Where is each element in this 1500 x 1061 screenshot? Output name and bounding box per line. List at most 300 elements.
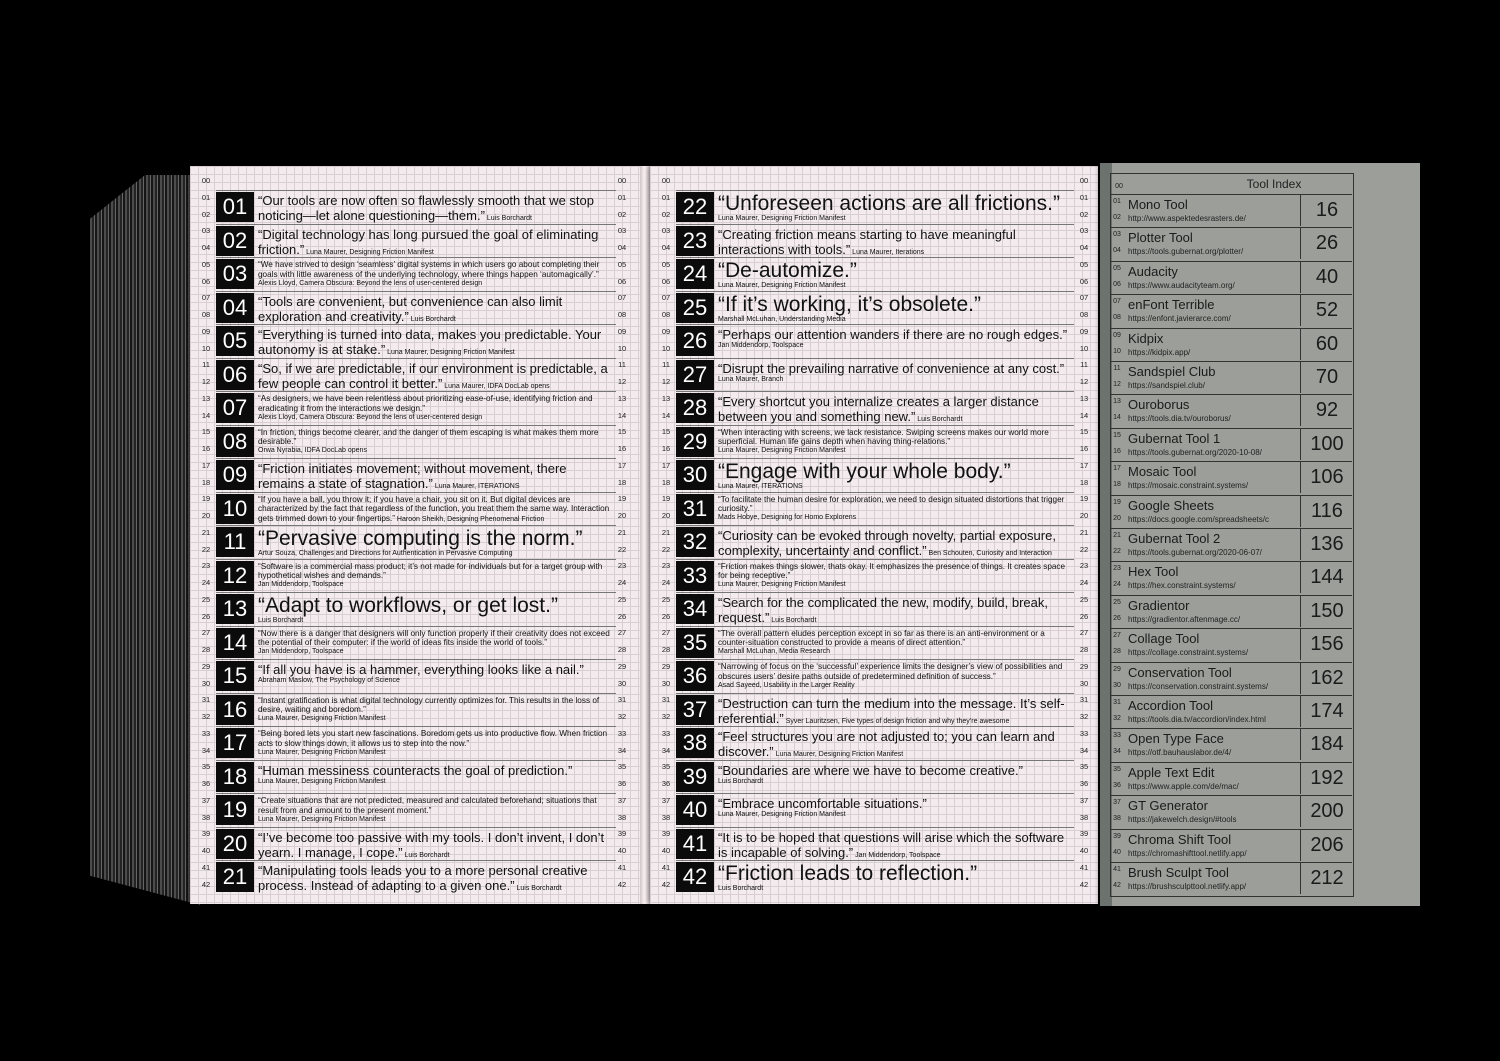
- tool-page-number: 206: [1300, 830, 1353, 861]
- quote-body: “It is to be hoped that questions will arise which the software is incapable of solving.”: [718, 829, 1065, 860]
- line-number: 42: [617, 879, 627, 889]
- line-number: 19: [1113, 498, 1121, 506]
- quote-source: Abraham Maslow, The Psychology of Science: [258, 677, 400, 685]
- quote-entry: [676, 860, 1074, 893]
- quote-entry: [676, 224, 1074, 257]
- quote-body: “Manipulating tools leads you to a more personal creative process. Instead of adapting to a given one.”: [258, 863, 588, 894]
- tool-name: Ouroborus: [1128, 397, 1190, 413]
- line-number: 25: [661, 594, 671, 604]
- line-number: 19: [661, 494, 671, 504]
- line-number: 40: [1113, 848, 1121, 856]
- entry-number: 19: [216, 795, 254, 825]
- quote-entry: [676, 760, 1074, 793]
- quote-text: [258, 629, 612, 656]
- quote-entry: [216, 224, 616, 257]
- line-number: 35: [617, 762, 627, 772]
- tool-index-row: [1110, 261, 1352, 294]
- line-number: 10: [1079, 343, 1089, 353]
- entry-number: 04: [216, 293, 254, 323]
- tool-page-number: 192: [1300, 763, 1353, 794]
- entry-number: 09: [216, 460, 254, 490]
- line-number: 42: [1079, 879, 1089, 889]
- quote-entry: [676, 626, 1074, 659]
- quote-source: Luna Maurer, Designing Friction Manifest: [258, 715, 386, 723]
- line-number: 24: [661, 578, 671, 587]
- quote-source: Marshall McLuhan, Media Research: [718, 648, 831, 656]
- tool-index-row: [1110, 829, 1352, 862]
- line-number: 26: [661, 611, 671, 621]
- line-number: 26: [1113, 614, 1121, 622]
- quote-text: [258, 428, 612, 455]
- entry-number: 15: [216, 661, 254, 691]
- entry-number: 01: [216, 192, 254, 222]
- quote-text: [718, 227, 1070, 258]
- tool-name: Mosaic Tool: [1128, 464, 1197, 480]
- line-number: 23: [661, 561, 671, 571]
- line-number: 17: [617, 460, 627, 470]
- line-number: 18: [201, 477, 211, 487]
- line-number: 33: [617, 728, 627, 738]
- line-number: 34: [661, 745, 671, 755]
- quote-source: Mads Hobye, Designing for Homo Explorens: [718, 514, 857, 522]
- quote-entry: [676, 726, 1074, 759]
- line-number: 34: [1113, 748, 1121, 756]
- quote-body: “Digital technology has long pursued the goal of eliminating friction.”: [258, 226, 599, 257]
- tool-index-row: [1110, 194, 1352, 227]
- line-number: 32: [617, 712, 627, 721]
- line-number: 04: [1113, 247, 1121, 255]
- line-number: 02: [661, 209, 671, 219]
- line-number: 07: [617, 293, 627, 303]
- line-number: 13: [1079, 393, 1089, 403]
- line-number: 36: [617, 779, 627, 788]
- line-number: 04: [201, 243, 211, 252]
- tool-index-row: [1110, 528, 1352, 561]
- line-number: 11: [202, 360, 210, 370]
- quote-entry: [676, 291, 1074, 324]
- quote-text: [258, 863, 612, 894]
- tool-name: Mono Tool: [1128, 197, 1188, 212]
- entry-number: 31: [676, 494, 714, 524]
- line-number: 20: [201, 511, 211, 520]
- quote-body: “We have strived to design ‘seamless’ digital systems in which users go about completing their goals with little awareness of the underlying technology, where things happen ‘automagically’.”: [258, 260, 600, 279]
- line-number: 02: [201, 209, 211, 219]
- quote-source: Marshall McLuhan, Understanding Media: [718, 315, 846, 323]
- quote-text: [258, 227, 612, 258]
- quote-entry: [216, 391, 616, 424]
- tool-page-number: 184: [1300, 729, 1353, 760]
- quote-entry: [676, 793, 1074, 826]
- quote-source: Alexis Lloyd, Camera Obscura: Beyond the lens of user-centered design: [258, 413, 483, 421]
- quote-body: “I’ve become too passive with my tools. I don’t invent, I don’t yearn. I manage, I cope.”: [258, 829, 605, 860]
- quote-text: [718, 327, 1070, 350]
- line-number: 06: [201, 276, 211, 286]
- line-number: 25: [1079, 594, 1089, 604]
- line-number: 34: [617, 745, 627, 755]
- tool-name: Gubernat Tool 1: [1128, 430, 1221, 446]
- line-number: 01: [661, 192, 671, 202]
- quote-body: “Create situations that are not predicted, measured and calculated beforehand; situations that result from and amount to the present moment.”: [258, 796, 597, 815]
- quote-text: [258, 394, 612, 421]
- tool-url: http://www.aspektedesrasters.de/: [1128, 214, 1246, 223]
- line-number: 36: [1113, 781, 1121, 789]
- quote-source: Asad Sayeed, Usability in the Larger Reality: [718, 681, 855, 689]
- line-number: 02: [617, 209, 627, 219]
- tool-index-row: [1110, 862, 1352, 895]
- line-number: 33: [1113, 732, 1121, 740]
- line-number: 20: [661, 511, 671, 520]
- entry-number: 10: [216, 494, 254, 524]
- line-number: 29: [661, 661, 671, 671]
- quote-entry: [676, 190, 1074, 223]
- line-number: 03: [1113, 231, 1121, 239]
- line-number: 41: [201, 862, 211, 872]
- line-number: 36: [661, 779, 671, 788]
- line-number: 07: [661, 293, 671, 303]
- quote-source: Luis Borchardt: [408, 315, 456, 323]
- quote-entry: [216, 525, 616, 558]
- line-number: 17: [661, 460, 671, 470]
- tool-page-number: 100: [1300, 429, 1353, 460]
- quote-text: [718, 562, 1070, 589]
- tool-name: Hex Tool: [1128, 564, 1179, 580]
- line-number: 20: [617, 511, 627, 520]
- line-number: 04: [617, 243, 627, 252]
- quote-body: “Pervasive computing is the norm.”: [258, 527, 583, 550]
- quote-body: “Search for the complicated the new, modify, build, break, request.”: [718, 595, 1048, 626]
- line-number: 28: [617, 645, 627, 654]
- tool-name: Conservation Tool: [1128, 664, 1232, 680]
- entry-number: 28: [676, 393, 714, 423]
- entry-number: 36: [676, 661, 714, 691]
- line-number: 25: [617, 594, 627, 604]
- quote-entry: [676, 492, 1074, 525]
- quote-body: “Curiosity can be evoked through novelty, partial exposure, complexity, uncertainty and conflict.”: [718, 528, 1056, 559]
- tool-name: Apple Text Edit: [1128, 764, 1215, 780]
- line-number: 41: [661, 862, 671, 872]
- tool-page-number: 52: [1300, 295, 1353, 326]
- quote-source: Luna Maurer, Designing Friction Manifest: [718, 447, 846, 455]
- line-number: 25: [1113, 598, 1121, 606]
- entry-number: 20: [216, 829, 254, 859]
- quote-text: [258, 361, 612, 392]
- quote-source: Luna Maurer, Designing Friction Manifest: [718, 581, 846, 589]
- tool-index-row: [1110, 227, 1352, 260]
- quote-entry: [216, 291, 616, 324]
- quote-entry: [216, 358, 616, 391]
- line-number: 12: [1113, 381, 1121, 388]
- line-number: 18: [1079, 477, 1089, 487]
- tool-page-number: 162: [1300, 663, 1353, 694]
- line-number: 23: [1079, 561, 1089, 571]
- line-number: 20: [1079, 511, 1089, 520]
- line-number: 37: [1113, 799, 1121, 807]
- entry-number: 24: [676, 259, 714, 289]
- line-number: 08: [617, 310, 627, 319]
- quote-body: “Every shortcut you internalize creates a larger distance between you and something new.”: [718, 394, 1039, 425]
- quote-entry: [216, 726, 616, 759]
- line-number: 15: [201, 427, 211, 437]
- tool-url: https://sandspiel.club/: [1128, 381, 1205, 390]
- entry-number: 38: [676, 728, 714, 758]
- line-number: 26: [201, 611, 211, 621]
- tool-index-row: [1110, 561, 1352, 594]
- quote-body: “Software is a commercial mass product; it’s not made for individuals but for a target group with hypothetical wishes and demands.”: [258, 561, 603, 581]
- line-number: 33: [661, 728, 671, 738]
- line-number: 37: [201, 795, 211, 805]
- line-number: 41: [1079, 862, 1089, 872]
- quote-body: “Friction leads to reflection.”: [718, 862, 978, 885]
- quote-text: [718, 361, 1070, 384]
- tool-url: https://docs.google.com/spreadsheets/c: [1128, 514, 1269, 524]
- line-number: 41: [1113, 866, 1121, 873]
- line-number: 05: [1079, 259, 1089, 269]
- line-number: 04: [661, 243, 671, 252]
- entry-number: 27: [676, 360, 714, 390]
- quote-text: [718, 629, 1070, 656]
- line-number: 01: [1079, 192, 1089, 202]
- line-number: 31: [1079, 695, 1089, 705]
- line-number: 10: [661, 343, 671, 353]
- quote-body: “Friction initiates movement; without movement, there remains a state of stagnation.”: [258, 461, 567, 492]
- line-number: 04: [1079, 243, 1089, 252]
- tool-name: Gradientor: [1128, 597, 1190, 613]
- tool-url: https://otf.bauhauslabor.de/4/: [1128, 748, 1232, 758]
- line-number: 28: [661, 645, 671, 654]
- tool-page-number: 174: [1300, 696, 1353, 727]
- quote-body: “To facilitate the human desire for exploration, we need to design situated distortions that trigger curiosity.”: [718, 494, 1065, 514]
- tool-url: https://kidpix.app/: [1128, 347, 1191, 357]
- line-number: 15: [1079, 427, 1089, 437]
- tool-url: https://jakewelch.design/#tools: [1128, 815, 1237, 825]
- quote-source: Jan Middendorp, Toolspace: [258, 648, 344, 656]
- tool-index-page: [1100, 163, 1420, 906]
- line-number: 30: [1079, 678, 1089, 688]
- quote-body: “Human messiness counteracts the goal of prediction.”: [258, 762, 573, 778]
- line-number: 23: [1113, 565, 1121, 573]
- entry-number: 25: [676, 293, 714, 323]
- entry-number: 30: [676, 460, 714, 490]
- tool-index-row: [1110, 394, 1352, 427]
- line-number: 18: [617, 477, 627, 487]
- quote-entry: [676, 257, 1074, 290]
- line-number: 29: [201, 661, 211, 671]
- right-page: [650, 166, 1098, 904]
- quote-text: [258, 260, 612, 287]
- tool-page-number: 200: [1300, 796, 1353, 827]
- quote-source: Luna Maurer, ITERATIONS: [432, 483, 520, 491]
- entry-number: 12: [216, 561, 254, 591]
- tool-name: Brush Sculpt Tool: [1128, 865, 1229, 880]
- line-number: 27: [1113, 632, 1121, 640]
- quote-text: [718, 495, 1070, 522]
- tool-url: https://tools.dia.tv/ouroborus/: [1128, 414, 1231, 424]
- tool-page-number: 212: [1300, 863, 1353, 894]
- entry-number: 03: [216, 259, 254, 289]
- tool-url: https://www.audacityteam.org/: [1128, 280, 1235, 290]
- quote-entry: [216, 324, 616, 357]
- line-number: 00: [201, 176, 211, 185]
- quote-text: [718, 830, 1070, 861]
- quote-source: Luna Maurer, Designing Friction Manifest: [258, 815, 386, 823]
- entry-number: 23: [676, 226, 714, 256]
- line-number: 14: [661, 410, 671, 420]
- tool-index-row: [1110, 428, 1352, 461]
- line-number: 24: [1113, 581, 1121, 589]
- line-number: 29: [1079, 661, 1089, 671]
- quote-text: [258, 294, 612, 325]
- line-number: 03: [661, 226, 671, 236]
- tool-index-row: [1110, 328, 1352, 361]
- quote-entry: [676, 592, 1074, 625]
- quote-text: [258, 763, 612, 786]
- quote-source: Luna Maurer, IDFA DocLab opens: [442, 382, 550, 390]
- tool-page-number: 150: [1300, 596, 1353, 627]
- entry-number: 40: [676, 795, 714, 825]
- quote-body: “Boundaries are where we have to become creative.”: [718, 762, 1023, 778]
- quote-source: Luna Maurer, ITERATIONS: [718, 483, 803, 491]
- line-number: 25: [201, 594, 211, 604]
- quote-entry: [216, 793, 616, 826]
- entry-number: 13: [216, 594, 254, 624]
- quote-body: “In friction, things become clearer, and the danger of them escaping is what makes them more desirable.”: [258, 427, 599, 447]
- tool-name: Google Sheets: [1128, 497, 1215, 513]
- quote-source: Luis Borchardt: [915, 416, 963, 424]
- line-number: 32: [1113, 715, 1121, 722]
- line-number: 13: [1113, 398, 1121, 406]
- quote-source: Syver Lauritzsen, Five types of design friction and why they’re awesome: [783, 717, 1010, 725]
- line-number: 06: [1113, 280, 1121, 288]
- tool-index-row: [1110, 461, 1352, 494]
- line-number: 15: [1113, 431, 1121, 439]
- quote-text: [718, 428, 1070, 455]
- quote-text: [718, 696, 1070, 727]
- line-number: 21: [617, 527, 627, 537]
- line-number: 40: [617, 846, 627, 855]
- quote-body: “Friction makes things slower, thats okay. It emphasizes the presence of things. It creates space for being receptive.”: [718, 561, 1066, 581]
- line-number: 29: [1113, 665, 1121, 673]
- quote-body: “As designers, we have been relentless about prioritizing ease-of-use, identifying friction and eradicating it from the interactions we design.”: [258, 394, 593, 413]
- line-number: 38: [617, 812, 627, 822]
- line-number: 18: [661, 477, 671, 487]
- quote-text: [258, 193, 612, 224]
- line-number: 16: [617, 444, 627, 453]
- tool-name: Open Type Face: [1128, 731, 1224, 747]
- quote-entry: [676, 525, 1074, 558]
- line-number: 39: [1113, 832, 1121, 840]
- line-number: 33: [201, 728, 211, 738]
- line-number: 35: [661, 762, 671, 772]
- line-number: 27: [201, 628, 211, 638]
- line-number: 02: [1079, 209, 1089, 219]
- line-number: 14: [201, 410, 211, 420]
- tool-index-row: [1110, 495, 1352, 528]
- tool-url: https://chromashifttool.netlify.app/: [1128, 848, 1247, 858]
- line-number: 19: [201, 494, 211, 504]
- line-number: 32: [661, 712, 671, 721]
- quote-body: “Disrupt the prevailing narrative of convenience at any cost.”: [718, 360, 1065, 376]
- line-number: 24: [201, 578, 211, 587]
- tool-url: https://tools.dia.tv/accordion/index.html: [1128, 715, 1266, 724]
- line-number: 10: [617, 343, 627, 353]
- line-number: 03: [617, 226, 627, 236]
- line-number: 21: [1113, 532, 1121, 539]
- entry-number: 08: [216, 427, 254, 457]
- quote-text: [718, 796, 1070, 819]
- line-number: 26: [1079, 611, 1089, 621]
- line-number: 06: [617, 276, 627, 286]
- tool-index-row: [1110, 628, 1352, 661]
- tool-page-number: 60: [1300, 329, 1353, 360]
- tool-page-number: 144: [1300, 562, 1353, 593]
- quote-text: [718, 662, 1070, 689]
- line-number: 38: [1113, 815, 1121, 823]
- line-number: 16: [201, 444, 211, 453]
- tool-url: https://collage.constraint.systems/: [1128, 648, 1249, 658]
- line-number: 13: [661, 393, 671, 403]
- line-number: 11: [1113, 365, 1121, 372]
- tool-page-number: 26: [1300, 228, 1353, 259]
- quote-entry: [216, 659, 616, 692]
- line-number: 12: [617, 377, 627, 386]
- entry-number: 11: [216, 527, 254, 557]
- quote-source: Luna Maurer, Designing Friction Manifest: [385, 349, 515, 357]
- quote-entry: [216, 760, 616, 793]
- line-number: 18: [1113, 481, 1121, 489]
- line-number: 11: [618, 360, 626, 370]
- line-number: 38: [1079, 812, 1089, 822]
- line-number: 10: [1113, 347, 1121, 355]
- quote-entry: [676, 458, 1074, 491]
- line-number: 09: [661, 326, 671, 336]
- quote-body: “The overall pattern eludes perception except in so far as there is an anti-environment or a counter-situation constructed to provide a means of direct attention.”: [718, 628, 1045, 648]
- quote-source: Luna Maurer, Designing Friction Manifest: [718, 811, 846, 819]
- line-number: 42: [201, 879, 211, 889]
- quote-text: [718, 763, 1070, 786]
- line-number: 27: [617, 628, 627, 638]
- line-number: 14: [617, 410, 627, 420]
- line-number: 16: [1113, 447, 1121, 455]
- quote-body: “Embrace uncomfortable situations.”: [718, 796, 927, 811]
- entry-number: 37: [676, 695, 714, 725]
- line-number: 22: [617, 544, 627, 554]
- tool-index-row: [1110, 762, 1352, 795]
- line-number: 38: [661, 812, 671, 822]
- quote-source: Luna Maurer, Designing Friction Manifest: [718, 215, 846, 223]
- quote-body: “Perhaps our attention wanders if there are no rough edges.”: [718, 327, 1068, 342]
- quote-body: “Destruction can turn the medium into the message. It’s self-referential.”: [718, 695, 1065, 726]
- line-number: 03: [201, 226, 211, 236]
- entry-number: 34: [676, 594, 714, 624]
- quote-body: “If you have a ball, you throw it; if you have a chair, you sit on it. But digital devices are characterized by the fact that regardless of the function, you treat them the same way. Interaction gets trimmed down to your fingertips.”: [258, 494, 610, 524]
- tool-name: Kidpix: [1128, 330, 1164, 346]
- line-number: 09: [1079, 326, 1089, 336]
- quote-source: Luis Borchardt: [514, 885, 562, 893]
- quote-entry: [216, 592, 616, 625]
- tool-page-number: 116: [1300, 496, 1353, 527]
- tool-name: Collage Tool: [1128, 631, 1200, 647]
- entry-number: 17: [216, 728, 254, 758]
- quote-body: “If all you have is a hammer, everything looks like a nail.”: [258, 662, 584, 677]
- line-number: 31: [661, 695, 671, 705]
- quote-source: Luis Borchardt: [718, 777, 764, 785]
- line-number: 30: [1113, 681, 1121, 689]
- tool-page-number: 92: [1300, 395, 1353, 426]
- quote-text: [718, 193, 1070, 223]
- entry-number: 26: [676, 326, 714, 356]
- entry-number: 02: [216, 226, 254, 256]
- tool-name: Gubernat Tool 2: [1128, 531, 1221, 546]
